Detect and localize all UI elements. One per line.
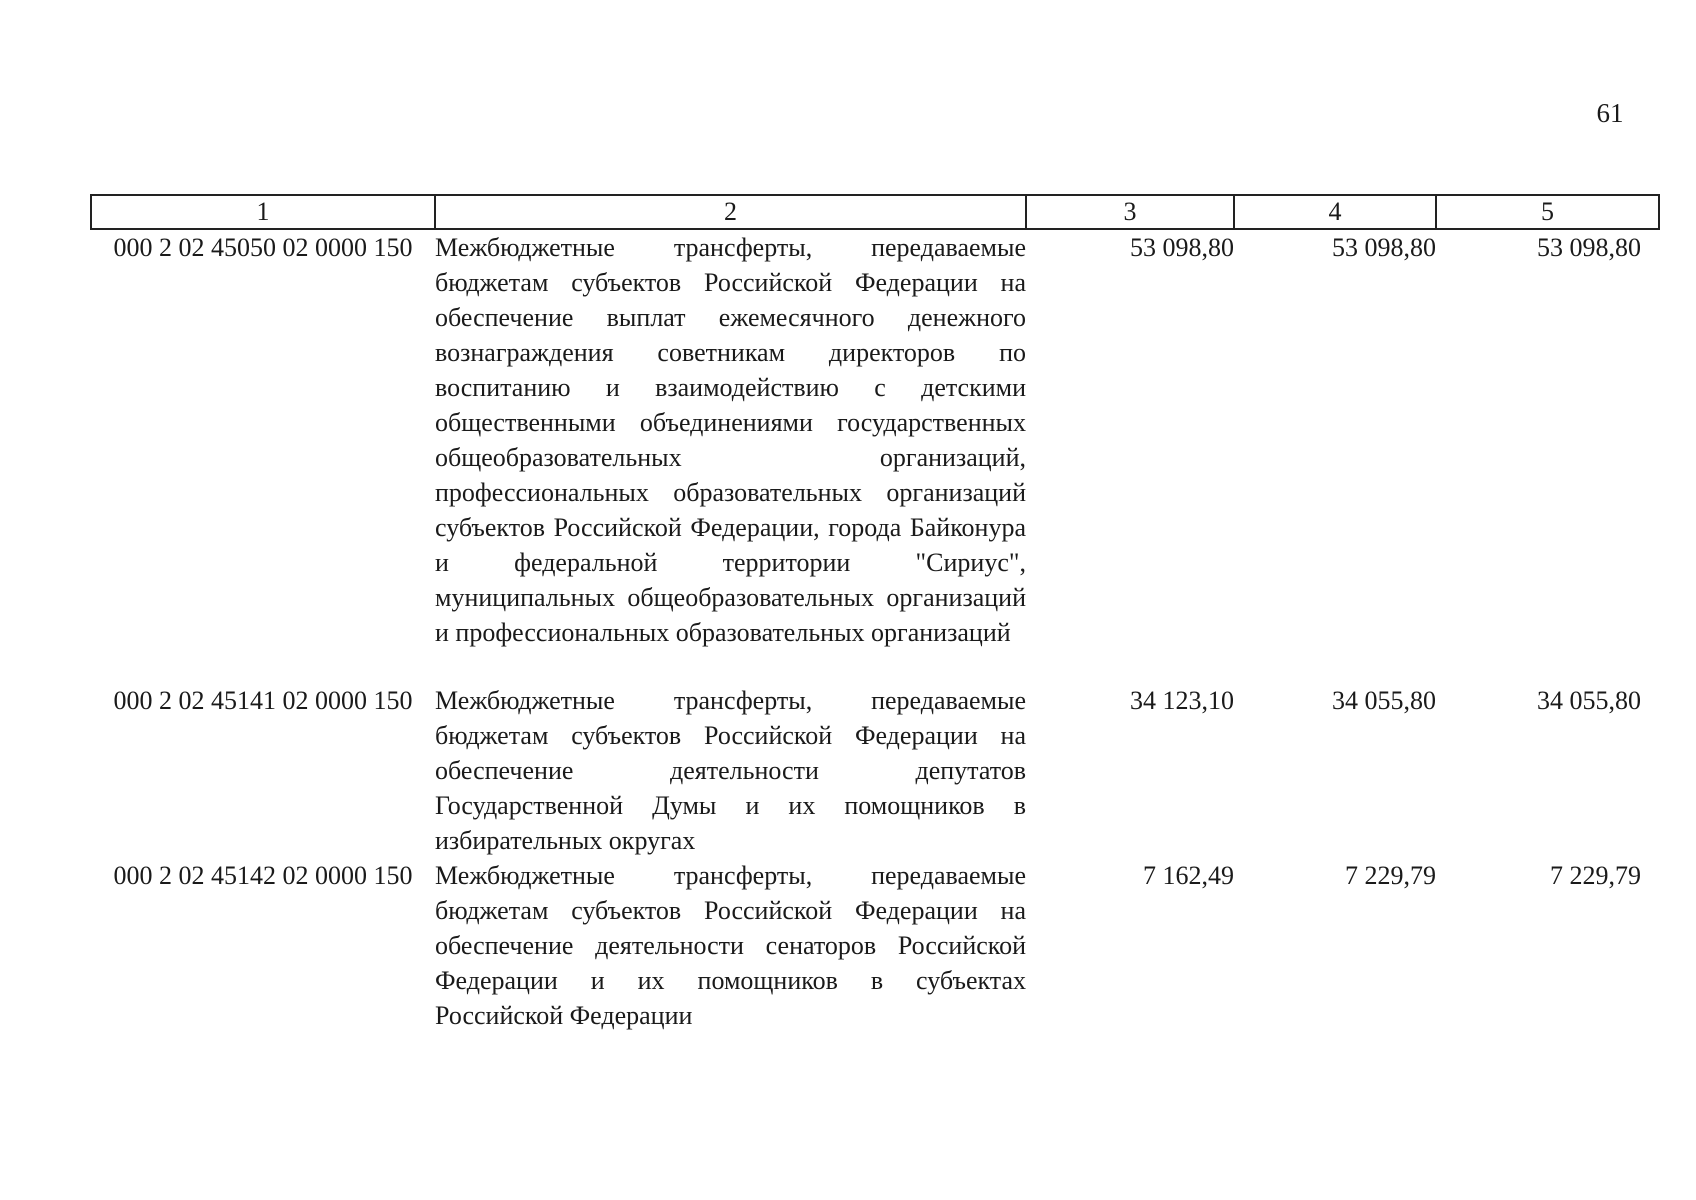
amount-col3-cell: 53 098,80 <box>1130 233 1234 262</box>
description-cell: Межбюджетные трансферты, передаваемые бюджетам субъектов Российской Федерации на обеспечение деятельности депутатов Государственной Думы и их помощников в избирательных округах <box>435 686 1026 855</box>
budget-code-cell: 000 2 02 45141 02 0000 150 <box>113 686 413 715</box>
budget-transfers-table <box>90 194 1660 1033</box>
column-header-5: 5 <box>1436 195 1659 229</box>
column-header-1: 1 <box>91 195 435 229</box>
amount-col3-cell: 7 162,49 <box>1143 861 1234 890</box>
description-cell: Межбюджетные трансферты, передаваемые бюджетам субъектов Российской Федерации на обеспечение выплат ежемесячного денежного вознаграждения советникам директоров по воспитанию и взаимодействию с детскими общественными объединениями государственных общеобразовательных организаций, профессиональных образовательных организаций субъектов Российской Федерации, города Байконура и федеральной территории "Сириус", муниципальных общеобразовательных организаций и профессиональных образовательных организаций <box>435 233 1026 647</box>
amount-col4-cell: 53 098,80 <box>1332 233 1436 262</box>
table-row <box>91 229 1659 683</box>
table-row <box>91 683 1659 858</box>
column-header-4: 4 <box>1234 195 1436 229</box>
amount-col4-cell: 7 229,79 <box>1345 861 1436 890</box>
amount-col5-cell: 34 055,80 <box>1537 686 1641 715</box>
table-row <box>91 858 1659 1033</box>
amount-col3-cell: 34 123,10 <box>1130 686 1234 715</box>
amount-col5-cell: 53 098,80 <box>1537 233 1641 262</box>
amount-col5-cell: 7 229,79 <box>1550 861 1641 890</box>
description-cell: Межбюджетные трансферты, передаваемые бюджетам субъектов Российской Федерации на обеспечение деятельности сенаторов Российской Федерации и их помощников в субъектах Российской Федерации <box>435 861 1026 1030</box>
budget-code-cell: 000 2 02 45142 02 0000 150 <box>113 861 413 890</box>
column-header-3: 3 <box>1026 195 1234 229</box>
table-body <box>91 229 1659 1033</box>
amount-col4-cell: 34 055,80 <box>1332 686 1436 715</box>
column-header-2: 2 <box>435 195 1026 229</box>
header-row <box>91 195 1659 229</box>
budget-code-cell: 000 2 02 45050 02 0000 150 <box>113 233 413 262</box>
page-number: 61 <box>1596 98 1624 128</box>
table-header <box>91 195 1659 229</box>
